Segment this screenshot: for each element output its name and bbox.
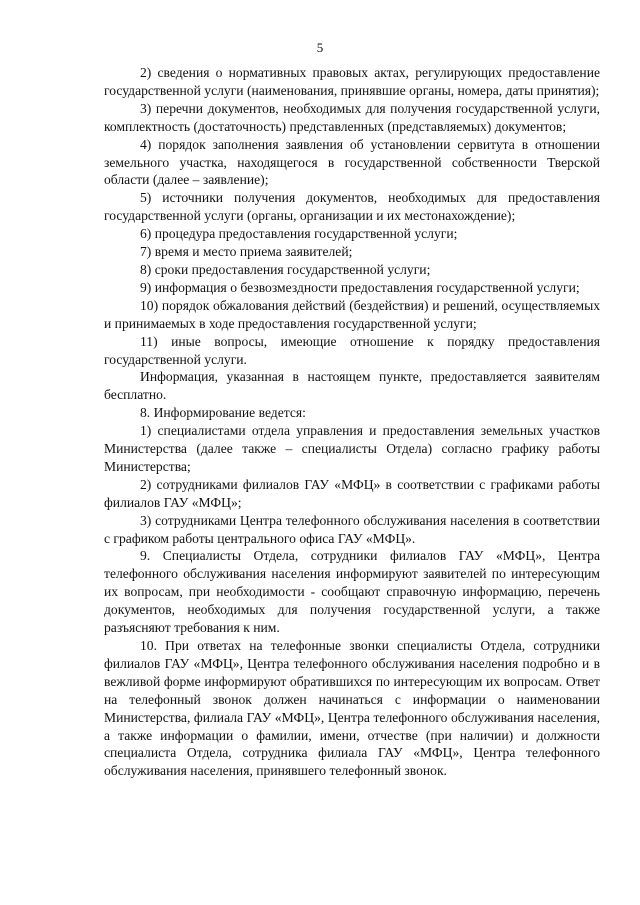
paragraph-clause-10: 10. При ответах на телефонные звонки специалисты Отдела, сотрудники филиалов ГАУ «МФЦ», Центра телефонного обслуживания населения подробно и в вежливой форме информируют обратившихся по интересующим их вопросам. Ответ на телефонный звонок должен начинаться с информации о наименовании Министерства, филиала ГАУ «МФЦ», Центра телефонного обслуживания населения, а также информации о фамилии, имени, отчестве (при наличии) и должности специалиста Отдела, сотрудника филиала ГАУ «МФЦ», Центра телефонного обслуживания населения, принявшего телефонный звонок. — [104, 638, 600, 779]
paragraph-item-9: 9) информация о безвозмездности предоставления государственной услуги; — [140, 279, 580, 295]
paragraph-clause-8-item-2: 2) сотрудниками филиалов ГАУ «МФЦ» в соответствии с графиками работы филиалов ГАУ «МФЦ»; — [104, 476, 600, 510]
paragraph-item-4: 4) порядок заполнения заявления об установлении сервитута в отношении земельного участка, находящегося в государственной собственности Тверской области (далее – заявление); — [104, 136, 600, 188]
page-number: 5 — [316, 40, 324, 55]
paragraph-item-3: 3) перечни документов, необходимых для получения государственной услуги, комплектность (достаточность) представленных (представляемых) документов; — [104, 100, 600, 134]
paragraph-clause-9: 9. Специалисты Отдела, сотрудники филиалов ГАУ «МФЦ», Центра телефонного обслуживания населения информируют заявителей по интересующим их вопросам, при необходимости - сообщают справочную информацию, перечень документов, необходимых для получения государственной услуги, а также разъясняют требования к ним. — [104, 548, 600, 636]
paragraph-item-11: 11) иные вопросы, имеющие отношение к порядку предоставления государственной услуги. — [104, 333, 600, 367]
paragraph-clause-8-item-3: 3) сотрудниками Центра телефонного обслуживания населения в соответствии с графиком работы центрального офиса ГАУ «МФЦ». — [104, 512, 600, 546]
paragraph-clause-8: 8. Информирование ведется: — [140, 405, 306, 421]
paragraph-item-8: 8) сроки предоставления государственной услуги; — [140, 261, 431, 277]
paragraph-item-5: 5) источники получения документов, необходимых для предоставления государственной услуги (органы, организации и их местонахождение); — [104, 190, 600, 224]
document-body — [104, 64, 600, 780]
paragraph-item-2: 2) сведения о нормативных правовых актах, регулирующих предоставление государственной услуги (наименования, принявшие органы, номера, даты принятия); — [104, 65, 600, 98]
paragraph-item-7: 7) время и место приема заявителей; — [140, 244, 353, 260]
paragraph-clause-8-item-1: 1) специалистами отдела управления и предоставления земельных участков Министерства (далее также – специалисты Отдела) согласно графику работы Министерства; — [104, 423, 600, 474]
paragraph-info-free: Информация, указанная в настоящем пункте, предоставляется заявителям бесплатно. — [104, 369, 600, 403]
paragraph-item-10: 10) порядок обжалования действий (бездействия) и решений, осуществляемых и принимаемых в ходе предоставления государственной услуги; — [104, 297, 600, 331]
paragraph-item-6: 6) процедура предоставления государственной услуги; — [140, 226, 458, 242]
